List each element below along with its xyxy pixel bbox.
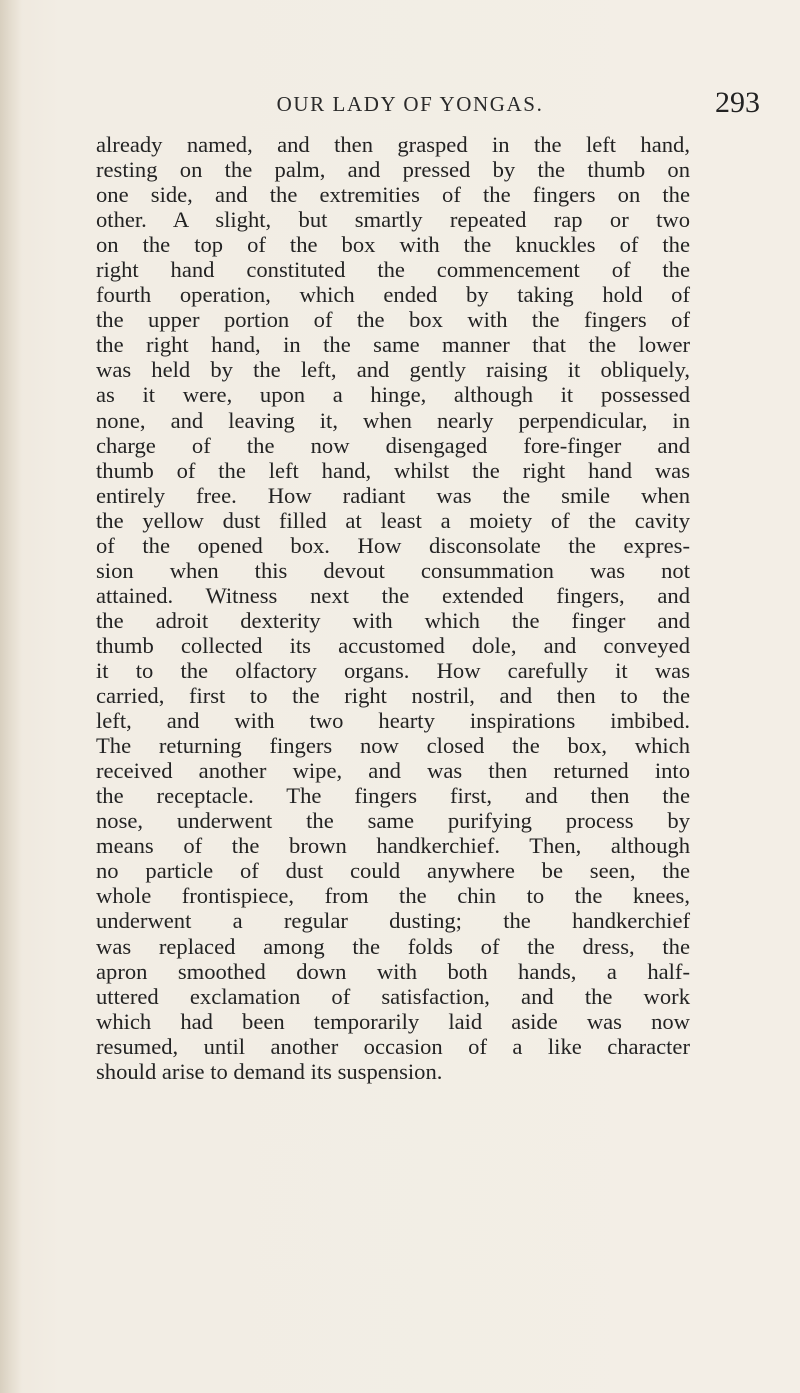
text-line: other. A slight, but smartly repeated rap or two <box>96 207 690 233</box>
page-header <box>60 86 760 126</box>
text-line: uttered exclamation of satisfaction, and the work <box>96 983 690 1009</box>
text-line: should arise to demand its suspension. <box>96 1058 443 1084</box>
text-line: carried, first to the right nostril, and then to the <box>96 683 690 709</box>
text-line: was replaced among the folds of the dress, the <box>96 933 690 959</box>
text-line: the adroit dexterity with which the finger and <box>96 607 690 633</box>
text-line: nose, underwent the same purifying process by <box>96 808 690 834</box>
text-line: thumb collected its accustomed dole, and conveyed <box>96 632 690 658</box>
text-line: as it were, upon a hinge, although it possessed <box>96 382 690 408</box>
text-line: one side, and the extremities of the fingers on the <box>96 182 690 208</box>
text-line: apron smoothed down with both hands, a half- <box>96 958 690 984</box>
text-line: on the top of the box with the knuckles of the <box>96 232 690 258</box>
text-line: received another wipe, and was then returned into <box>96 758 690 784</box>
text-line: underwent a regular dusting; the handkerchief <box>96 908 690 934</box>
text-line: of the opened box. How disconsolate the expres- <box>96 532 690 558</box>
text-line: the right hand, in the same manner that the lower <box>96 332 690 358</box>
text-line: thumb of the left hand, whilst the right hand was <box>96 457 690 483</box>
text-line: means of the brown handkerchief. Then, although <box>96 833 690 859</box>
text-line: whole frontispiece, from the chin to the knees, <box>96 883 690 909</box>
text-line: charge of the now disengaged fore-finger and <box>96 432 690 458</box>
text-line: entirely free. How radiant was the smile when <box>96 482 690 508</box>
running-title: OUR LADY OF YONGAS. <box>276 92 544 116</box>
text-line: it to the olfactory organs. How carefully it was <box>96 657 690 683</box>
body-text <box>96 132 690 1084</box>
page-number: 293 <box>715 86 760 119</box>
text-line: fourth operation, which ended by taking hold of <box>96 282 690 308</box>
text-line: no particle of dust could anywhere be seen, the <box>96 858 690 884</box>
text-line: the yellow dust filled at least a moiety of the cavity <box>96 507 690 533</box>
text-line: was held by the left, and gently raising it obliquely, <box>96 357 690 383</box>
text-line: which had been temporarily laid aside was now <box>96 1008 690 1034</box>
text-line: right hand constituted the commencement of the <box>96 257 690 283</box>
page-gutter-shadow <box>0 0 22 1393</box>
text-line: the upper portion of the box with the fingers of <box>96 307 690 333</box>
text-line: The returning fingers now closed the box, which <box>96 733 690 759</box>
text-line: resting on the palm, and pressed by the thumb on <box>96 157 690 183</box>
text-line: the receptacle. The fingers first, and then the <box>96 783 690 809</box>
text-line: left, and with two hearty inspirations imbibed. <box>96 708 690 734</box>
text-line: none, and leaving it, when nearly perpendicular, in <box>96 407 690 433</box>
text-line: resumed, until another occasion of a like character <box>96 1033 690 1059</box>
text-line: sion when this devout consummation was not <box>96 557 690 583</box>
text-line: already named, and then grasped in the left hand, <box>96 132 690 157</box>
text-line: attained. Witness next the extended fingers, and <box>96 582 690 608</box>
